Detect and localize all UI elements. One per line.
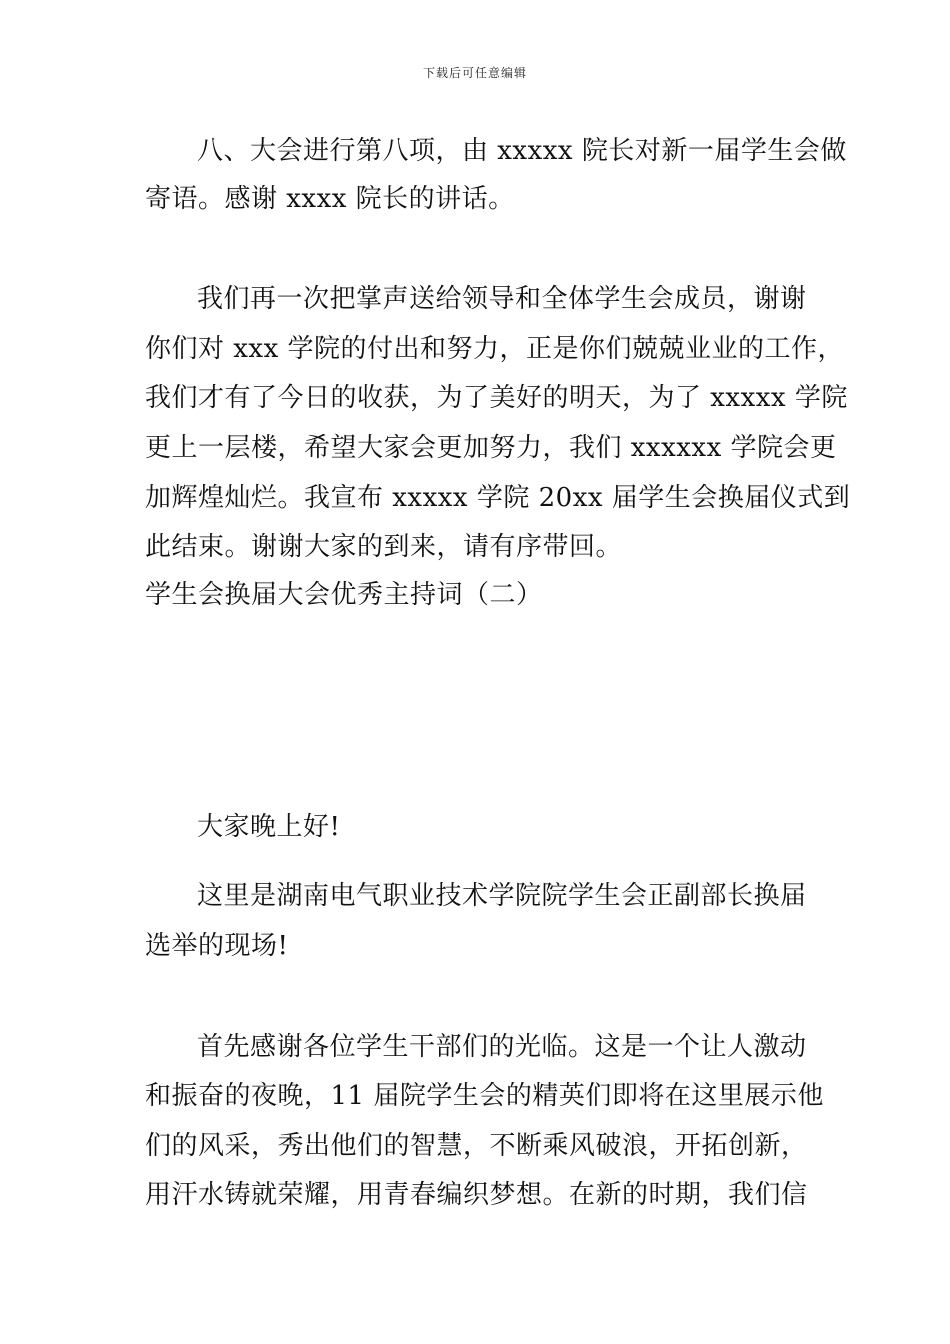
paragraph-line: 这里是湖南电气职业技术学院院学生会正副部长换届 bbox=[197, 881, 807, 911]
paragraph-line: 大家晚上好! bbox=[197, 812, 341, 842]
paragraph-line: 我们才有了今日的收获，为了美好的明天，为了 xxxxx 学院 bbox=[145, 383, 848, 413]
paragraph-line: 们的风采，秀出他们的智慧，不断乘风破浪，开拓创新， bbox=[145, 1131, 808, 1161]
section-title: 学生会换届大会优秀主持词（二） bbox=[145, 580, 543, 610]
header-note: 下载后可任意编辑 bbox=[422, 66, 527, 80]
paragraph-line: 首先感谢各位学生干部们的光临。这是一个让人激动 bbox=[197, 1032, 807, 1062]
paragraph-line: 和振奋的夜晚，11 届院学生会的精英们即将在这里展示他 bbox=[145, 1081, 824, 1111]
paragraph-line: 寄语。感谢 xxxx 院长的讲话。 bbox=[145, 184, 515, 214]
paragraph-line: 八、大会进行第八项，由 xxxxx 院长对新一届学生会做 bbox=[197, 136, 847, 166]
paragraph-line: 此结束。谢谢大家的到来，请有序带回。 bbox=[145, 532, 623, 562]
paragraph-line: 用汗水铸就荣耀，用青春编织梦想。在新的时期，我们信 bbox=[145, 1180, 808, 1210]
paragraph-line: 我们再一次把掌声送给领导和全体学生会成员，谢谢 bbox=[197, 284, 807, 314]
paragraph-line: 选举的现场! bbox=[145, 931, 289, 961]
paragraph-line: 加辉煌灿烂。我宣布 xxxxx 学院 20xx 届学生会换届仪式到 bbox=[145, 483, 851, 513]
paragraph-line: 更上一层楼，希望大家会更加努力，我们 xxxxxx 学院会更 bbox=[145, 433, 837, 463]
paragraph-line: 你们对 xxx 学院的付出和努力，正是你们兢兢业业的工作， bbox=[145, 334, 845, 364]
